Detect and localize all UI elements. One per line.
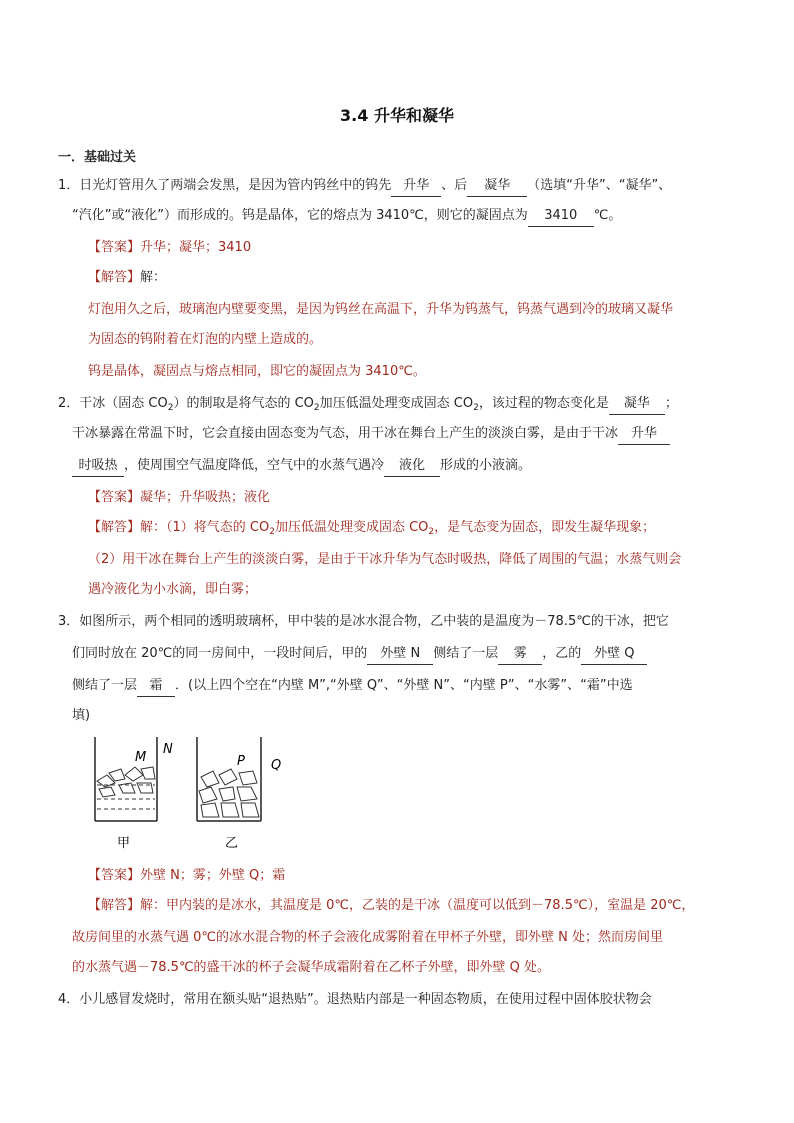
q1-line2: “汽化”或“液化”）而形成的。钨是晶体，它的熔点为 3410℃，则它的凝固点为 3410 ℃。 — [72, 206, 728, 226]
q1-line1: 1．日光灯管用久了两端会发黑，是因为管内钨丝中的钨先 升华 、后 凝华 （选填“升华”、“凝华”、 — [58, 176, 728, 196]
q1-blank3: 3410 — [528, 206, 594, 227]
q2-answer: 【答案】凝华；升华吸热；液化 — [88, 490, 271, 505]
q4-line1: 4．小儿感冒发烧时，常用在额头贴“退热贴”。退热贴内部是一种固态物质，在使用过程中固体胶状物会 — [58, 992, 652, 1007]
q2-explain-1: 【解答】解：（1）将气态的 $CO_2$加压低温处理变成固态 $CO_2$，是气态变为固态，即发生凝华现象； — [88, 520, 656, 537]
q1-explain-head: 【解答】解： — [88, 270, 167, 285]
label-Q: Q — [271, 758, 282, 773]
q3-line2: 们同时放在 20℃的同一房间中，一段时间后，甲的 外壁 N 侧结了一层 雾 ，乙的 外壁 Q — [72, 644, 728, 664]
q2-line1: 2．干冰（固态 $CO_2$）的制取是将气态的 $CO_2$加压低温处理变成固态 $CO_2$，该过程的物态变化是 凝华 ； — [58, 396, 678, 413]
page-title: 3.4 升华和凝华 — [340, 106, 454, 125]
q3-explain-2: 故房间里的水蒸气遇 0℃的冰水混合物的杯子会液化成雾附着在甲杯子外壁，即外壁 N 处；然而房间里 — [72, 930, 663, 945]
q3-blank2: 雾 — [498, 644, 542, 665]
q2-explain-3: 遇冷液化为小水滴，即白雾； — [88, 582, 258, 597]
q3-blank3: 外壁 Q — [581, 644, 647, 665]
q2-line3: 时吸热 ，使周围空气温度降低，空气中的水蒸气遇冷 液化 形成的小液滴。 — [72, 456, 728, 476]
q1-explain-1: 灯泡用久之后，玻璃泡内壁要变黑，是因为钨丝在高温下，升华为钨蒸气，钨蒸气遇到冷的玻璃又凝华 — [88, 302, 674, 317]
q3-line3: 侧结了一层 霜 ．(以上四个空在“内壁 M”,“外壁 Q”、“外壁 N”、“内壁 P”、“水雾”、“霜”中选 — [72, 676, 728, 696]
label-P: P — [237, 754, 245, 769]
label-N: N — [163, 742, 173, 757]
q3-line1: 3．如图所示，两个相同的透明玻璃杯，甲中装的是冰水混合物，乙中装的是温度为－78.5℃的干冰，把它 — [58, 614, 669, 629]
q2-blank2b: 时吸热 — [72, 456, 124, 477]
q3-blank1: 外壁 N — [367, 644, 433, 665]
cups-figure — [85, 735, 300, 855]
q1-answer: 【答案】升华；凝华；3410 — [88, 240, 252, 255]
label-yi: 乙 — [225, 836, 239, 851]
section-heading: 一．基础过关 — [58, 150, 137, 165]
q1-blank1: 升华 — [391, 176, 441, 197]
q3-explain-3: 的水蒸气遇－78.5℃的盛干冰的杯子会凝华成霜附着在乙杯子外壁，即外壁 Q 处。 — [72, 960, 551, 975]
q2-line2: 干冰暴露在常温下时，它会直接由固态变为气态，用干冰在舞台上产生的淡淡白雾，是由于干冰 升华 — [72, 424, 728, 444]
cup-yi — [197, 737, 281, 851]
q3-answer: 【答案】外壁 N；雾；外壁 Q；霜 — [88, 868, 286, 883]
label-M: M — [135, 750, 147, 765]
q3-blank4: 霜 — [137, 676, 175, 697]
q2-blank3: 液化 — [384, 456, 440, 477]
cup-jia — [95, 737, 173, 851]
q1-blank2: 凝华 — [467, 176, 527, 197]
q1-explain-3: 钨是晶体，凝固点与熔点相同，即它的凝固点为 3410℃。 — [88, 364, 426, 379]
q2-explain-2: （2）用干冰在舞台上产生的淡淡白雾，是由于干冰升华为气态时吸热，降低了周围的气温；水蒸气则会 — [88, 552, 682, 567]
label-jia: 甲 — [117, 836, 131, 851]
q2-blank1: 凝华 — [609, 394, 665, 415]
q1-explain-2: 为固态的钨附着在灯泡的内壁上造成的。 — [88, 332, 323, 347]
q3-line4: 填) — [72, 708, 91, 723]
q2-blank2a: 升华 — [618, 424, 670, 445]
q3-explain-1: 【解答】解：甲内装的是冰水，其温度是 0℃，乙装的是干冰（温度可以低到－78.5℃），室温是 20℃， — [88, 898, 695, 913]
